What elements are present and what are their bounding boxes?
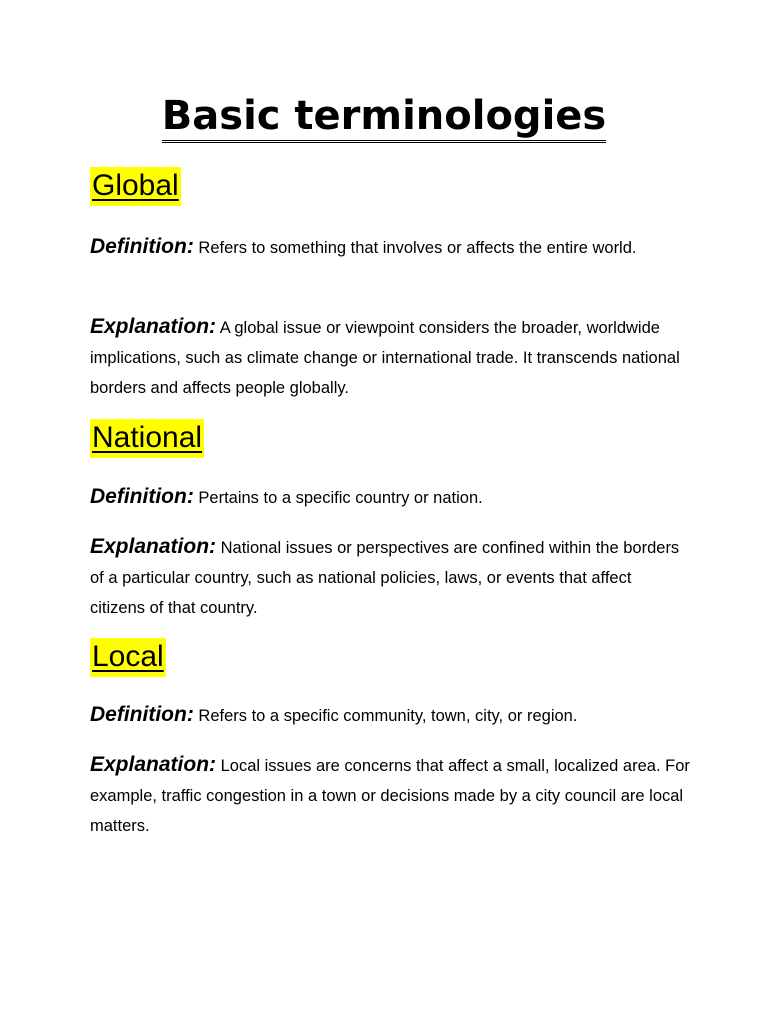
definition-label: Definition: [90,235,194,258]
explanation-label: Explanation: [90,753,217,776]
explanation-text: Local issues are concerns that affect a small, localized area. For example, traffic congestion in a town or decisions made by a city council are local matters. [90,757,690,835]
section-heading-local [90,639,166,675]
explanation-label: Explanation: [90,315,217,338]
explanation-text: A global issue or viewpoint considers the broader, worldwide implications, such as climate change or international trade. It transcends national borders and affects people globally. [90,319,680,397]
explanation-local [90,750,690,841]
section-heading-national-text: National [90,419,204,458]
section-heading-global [90,168,181,204]
definition-text: Pertains to a specific country or nation. [198,489,483,507]
definition-text: Refers to a specific community, town, city, or region. [198,707,578,725]
explanation-label: Explanation: [90,535,217,558]
explanation-national [90,532,690,623]
page-title [0,92,768,143]
definition-text: Refers to something that involves or affects the entire world. [198,239,637,257]
definition-label: Definition: [90,485,194,508]
definition-global [90,232,690,263]
section-heading-global-text: Global [90,167,181,206]
explanation-text: National issues or perspectives are confined within the borders of a particular country, such as national policies, laws, or events that affect citizens of that country. [90,539,680,617]
definition-label: Definition: [90,703,194,726]
page-title-text: Basic terminologies [162,93,606,143]
definition-national [90,482,690,513]
section-heading-national [90,420,204,456]
definition-local [90,700,690,731]
section-heading-local-text: Local [90,638,166,677]
explanation-global [90,312,690,403]
